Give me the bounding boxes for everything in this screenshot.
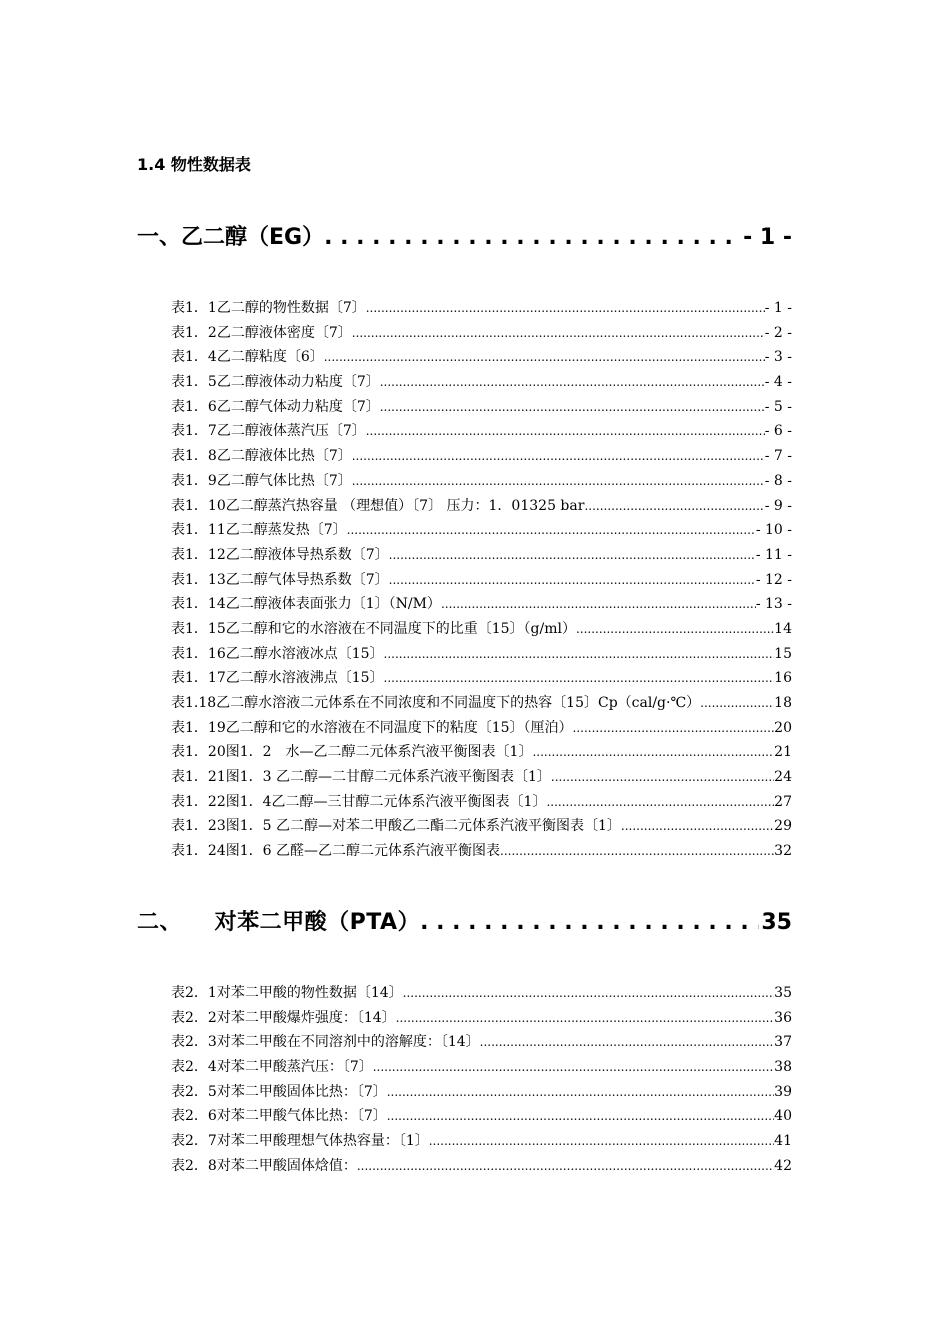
toc-entry[interactable]: [171, 321, 792, 346]
dot-leader: [532, 740, 774, 765]
dot-leader: [387, 1080, 774, 1105]
toc-entry[interactable]: [171, 568, 792, 593]
toc-entry-page: - 3 -: [764, 349, 792, 366]
toc-entry-page: - 11 -: [755, 546, 792, 563]
dot-leader: [324, 225, 741, 250]
toc-entry[interactable]: [171, 1104, 792, 1129]
toc-entry-page: - 8 -: [764, 472, 792, 489]
heading-title: 二、 对苯二甲酸（PTA）: [137, 910, 421, 935]
dot-leader: [324, 345, 765, 370]
toc-entry[interactable]: [171, 370, 792, 395]
toc-entry-title: 表2．3对苯二甲酸在不同溶剂中的溶解度：〔14〕: [171, 1034, 480, 1051]
toc-entry-page: - 2 -: [764, 324, 792, 341]
dot-leader: [621, 814, 774, 839]
toc-entry-title: 表1．22图1．4乙二醇—三甘醇二元体系汽液平衡图表〔1〕: [171, 793, 547, 810]
toc-entry-page: - 5 -: [764, 398, 792, 415]
toc-entry-title: 表2．7对苯二甲酸理想气体热容量：〔1〕: [171, 1133, 429, 1150]
toc-entry-page: 40: [774, 1108, 792, 1125]
toc-entry-title: 表2．4对苯二甲酸蒸汽压：〔7〕: [171, 1059, 373, 1076]
toc-entry-title: 表1．7乙二醇液体蒸汽压〔7〕: [171, 423, 366, 440]
toc-entry-page: - 1 -: [764, 300, 792, 316]
toc-entry[interactable]: [171, 716, 792, 741]
dot-leader: [700, 691, 774, 716]
dot-leader: [347, 518, 756, 543]
toc-entry-page: 32: [774, 843, 792, 860]
dot-leader: [500, 839, 774, 864]
toc-entry-title: 表1．19乙二醇和它的水溶液在不同温度下的粘度〔15〕（厘泊）: [171, 719, 573, 736]
toc-entry[interactable]: [171, 981, 792, 1006]
toc-entry-page: 29: [774, 818, 792, 835]
dot-leader: [584, 494, 764, 519]
toc-entry-title: 表2．2对苯二甲酸爆炸强度：〔14〕: [171, 1009, 396, 1026]
toc-entry[interactable]: [171, 543, 792, 568]
toc-entry-title: 表2．8对苯二甲酸固体焓值：: [171, 1157, 357, 1174]
dot-leader: [576, 617, 774, 642]
toc-entry[interactable]: [171, 691, 792, 716]
toc-entry-page: 16: [774, 670, 792, 687]
dot-leader: [420, 910, 759, 935]
toc-entry-page: 38: [774, 1059, 792, 1076]
toc-entry[interactable]: [171, 1030, 792, 1055]
toc-entry[interactable]: [171, 345, 792, 370]
toc-entry-title: 表1．9乙二醇气体比热〔7〕: [171, 472, 352, 489]
toc-entry-page: 21: [774, 744, 792, 761]
toc-entry-title: 表1．14乙二醇液体表面张力〔1〕（N/M）: [171, 596, 441, 613]
toc-entry-title: 表1．5乙二醇液体动力粘度〔7〕: [171, 374, 380, 391]
toc-entry-page: 27: [774, 793, 792, 810]
toc-entry[interactable]: [171, 740, 792, 765]
toc-entry[interactable]: [171, 1154, 792, 1179]
toc-entry-page: - 10 -: [755, 522, 792, 539]
toc-list-section2: [171, 981, 792, 1179]
toc-entry-title: 表1．12乙二醇液体导热系数〔7〕: [171, 546, 389, 563]
toc-entry-title: 表1．4乙二醇粘度〔6〕: [171, 349, 324, 366]
toc-entry-page: 24: [774, 769, 792, 786]
toc-entry-title: 表1．6乙二醇气体动力粘度〔7〕: [171, 398, 380, 415]
toc-entry[interactable]: [171, 395, 792, 420]
toc-entry-page: 20: [774, 719, 792, 736]
toc-entry[interactable]: [171, 642, 792, 667]
dot-leader: [573, 716, 775, 741]
toc-entry-title: 表1．13乙二醇气体导热系数〔7〕: [171, 571, 389, 588]
toc-entry-title: 表1．17乙二醇水溶液沸点〔15〕: [171, 670, 384, 687]
toc-entry-title: 表1．16乙二醇水溶液冰点〔15〕: [171, 645, 384, 662]
toc-entry-title: 表1.18乙二醇水溶液二元体系在不同浓度和不同温度下的热容〔15〕Cp（cal/g·℃）: [171, 695, 701, 711]
toc-entry[interactable]: [171, 765, 792, 790]
toc-entry-page: 14: [774, 620, 792, 637]
toc-entry[interactable]: [171, 814, 792, 839]
dot-leader: [546, 790, 774, 815]
toc-entry[interactable]: [171, 469, 792, 494]
dot-leader: [352, 469, 765, 494]
dot-leader: [357, 1154, 774, 1179]
toc-entry[interactable]: [171, 296, 792, 321]
dot-leader: [366, 296, 765, 321]
toc-entry-page: 15: [774, 645, 792, 662]
dot-leader: [480, 1030, 775, 1055]
toc-entry[interactable]: [171, 494, 792, 519]
toc-entry[interactable]: [171, 617, 792, 642]
toc-entry-page: 41: [774, 1133, 792, 1150]
toc-entry-page: 39: [774, 1083, 792, 1100]
toc-entry-page: - 12 -: [755, 571, 792, 588]
toc-entry-page: 37: [774, 1034, 792, 1051]
dot-leader: [551, 765, 774, 790]
toc-entry-page: - 6 -: [764, 423, 792, 440]
dot-leader: [384, 642, 775, 667]
toc-entry[interactable]: [171, 444, 792, 469]
toc-entry-title: 表1．1乙二醇的物性数据〔7〕: [171, 300, 366, 316]
toc-entry[interactable]: [171, 518, 792, 543]
toc-list-section1: [171, 296, 792, 864]
toc-entry[interactable]: [171, 1055, 792, 1080]
toc-heading-ethylene-glycol[interactable]: [137, 220, 792, 251]
toc-entry-page: 36: [774, 1009, 792, 1026]
dot-leader: [441, 592, 756, 617]
toc-entry[interactable]: [171, 666, 792, 691]
toc-entry-page: - 13 -: [755, 596, 792, 613]
toc-entry-title: 表1．11乙二醇蒸发热〔7〕: [171, 522, 347, 539]
toc-entry[interactable]: [171, 419, 792, 444]
dot-leader: [396, 1006, 775, 1031]
heading-page-number: 35: [761, 910, 792, 935]
toc-entry-page: 35: [774, 985, 792, 1001]
toc-entry-title: 表2．1对苯二甲酸的物性数据〔14〕: [171, 985, 403, 1001]
toc-entry-page: - 9 -: [764, 497, 792, 514]
dot-leader: [387, 1104, 774, 1129]
toc-entry-title: 表1．24图1．6 乙醛—乙二醇二元体系汽液平衡图表: [171, 843, 500, 860]
toc-entry-title: 表1．20图1．2 水—乙二醇二元体系汽液平衡图表〔1〕: [171, 744, 533, 761]
toc-entry-title: 表1．2乙二醇液体密度〔7〕: [171, 324, 352, 341]
dot-leader: [389, 543, 756, 568]
toc-entry[interactable]: [171, 592, 792, 617]
toc-entry-title: 表2．5对苯二甲酸固体比热：〔7〕: [171, 1083, 387, 1100]
toc-entry-page: - 7 -: [764, 448, 792, 465]
toc-entry-page: 18: [774, 695, 792, 711]
dot-leader: [403, 981, 775, 1006]
toc-entry[interactable]: [171, 1006, 792, 1031]
dot-leader: [352, 444, 765, 469]
toc-entry-page: 42: [774, 1157, 792, 1174]
dot-leader: [380, 370, 765, 395]
toc-heading-pta[interactable]: [137, 905, 792, 936]
dot-leader: [352, 321, 765, 346]
toc-entry[interactable]: [171, 1129, 792, 1154]
toc-entry[interactable]: [171, 839, 792, 864]
heading-title: 一、乙二醇（EG）: [137, 225, 325, 250]
toc-entry[interactable]: [171, 790, 792, 815]
dot-leader: [380, 395, 765, 420]
section-subheading: 1.4 物性数据表: [137, 155, 251, 174]
dot-leader: [366, 419, 765, 444]
toc-entry[interactable]: [171, 1080, 792, 1105]
toc-entry-title: 表2．6对苯二甲酸气体比热：〔7〕: [171, 1108, 387, 1125]
toc-entry-title: 表1．10乙二醇蒸汽热容量 （理想值）〔7〕 压力：1．01325 bar: [171, 497, 585, 514]
toc-entry-title: 表1．23图1．5 乙二醇—对苯二甲酸乙二酯二元体系汽液平衡图表〔1〕: [171, 818, 621, 835]
dot-leader: [429, 1129, 774, 1154]
toc-entry-title: 表1．15乙二醇和它的水溶液在不同温度下的比重〔15〕（g/ml）: [171, 620, 576, 637]
heading-page-number: - 1 -: [743, 225, 792, 250]
dot-leader: [389, 568, 756, 593]
toc-entry-title: 表1．21图1．3 乙二醇—二甘醇二元体系汽液平衡图表〔1〕: [171, 769, 551, 786]
toc-entry-page: - 4 -: [764, 374, 792, 391]
toc-entry-title: 表1．8乙二醇液体比热〔7〕: [171, 448, 352, 465]
dot-leader: [384, 666, 775, 691]
dot-leader: [373, 1055, 774, 1080]
